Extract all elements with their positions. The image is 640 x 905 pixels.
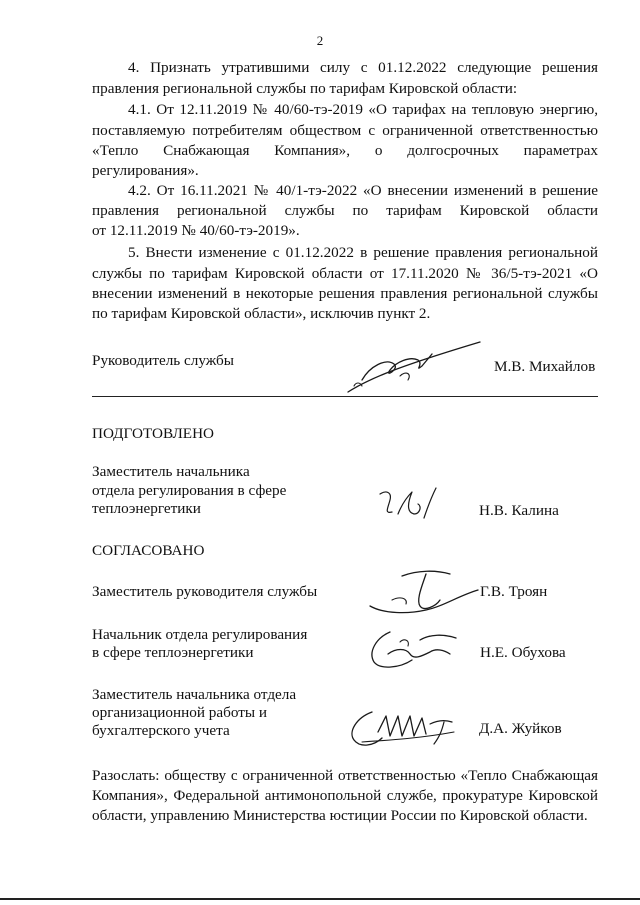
paragraph-4-2-line-1: 4.2. От 16.11.2021 № 40/1-тэ-2022 «О внесении изменений в решение [128, 182, 598, 199]
approver-3-signature [342, 702, 470, 752]
prepared-position-line-2: отдела регулирования в сфере [92, 482, 287, 499]
paragraph-4-2-line-3: от 12.11.2019 № 40/60-тэ-2019». [92, 222, 300, 239]
paragraph-4-line-2: правления региональной службы по тарифам Кировской области: [92, 80, 518, 97]
distribution-line-1: Разослать: обществу с ограниченной ответственностью «Тепло Снабжающая [92, 767, 598, 784]
approver-1-signature [362, 566, 484, 618]
separator-line [92, 396, 598, 397]
paragraph-4-1-line-4: регулирования». [92, 162, 199, 179]
approver-3-position-line-2: организационной работы и [92, 704, 267, 721]
approver-1-name: Г.В. Троян [480, 583, 548, 600]
paragraph-5-line-2: службы по тарифам Кировской области от 17.11.2020 № 36/5-тэ-2021 «О [92, 265, 598, 282]
page-number: 2 [316, 33, 324, 48]
paragraph-5-line-4: по тарифам Кировской области», исключив пункт 2. [92, 305, 431, 322]
prepared-signature [374, 484, 444, 526]
paragraph-4-2-line-2: правления региональной службы по тарифам Кировской области [92, 202, 598, 219]
page-bottom-edge [0, 898, 640, 900]
head-title: Руководитель службы [92, 352, 234, 369]
paragraph-5-line-3: внесении изменений в некоторые решения правления региональной службы [92, 285, 598, 302]
paragraph-5-line-1: 5. Внести изменение с 01.12.2022 в решение правления региональной [128, 244, 598, 261]
approver-3-name: Д.А. Жуйков [479, 720, 562, 737]
distribution-line-2: Компания», Федеральной антимонопольной службе, прокуратуре Кировской [92, 787, 598, 804]
paragraph-4-1-line-2: поставляемую потребителям обществом с ограниченной ответственностью [92, 122, 598, 139]
approver-2-position-line-1: Начальник отдела регулирования [92, 626, 308, 643]
approver-2-signature [360, 622, 474, 674]
head-signature [340, 336, 490, 398]
prepared-position-line-3: теплоэнергетики [92, 500, 201, 517]
paragraph-4-1-line-3: «Тепло Снабжающая Компания», о долгосрочных параметрах [92, 142, 598, 159]
prepared-position-line-1: Заместитель начальника [92, 463, 250, 480]
approved-heading: СОГЛАСОВАНО [92, 542, 205, 559]
approver-3-position-line-3: бухгалтерского учета [92, 722, 230, 739]
approver-3-position-line-1: Заместитель начальника отдела [92, 686, 297, 703]
head-name: М.В. Михайлов [494, 358, 596, 375]
approver-2-position-line-2: в сфере теплоэнергетики [92, 644, 254, 661]
approver-2-name: Н.Е. Обухова [480, 644, 566, 661]
prepared-name: Н.В. Калина [479, 502, 559, 519]
distribution-line-3: области, управлению Министерства юстиции России по Кировской области. [92, 807, 588, 824]
paragraph-4-1-line-1: 4.1. От 12.11.2019 № 40/60-тэ-2019 «О тарифах на тепловую энергию, [128, 101, 598, 118]
prepared-heading: ПОДГОТОВЛЕНО [92, 425, 215, 442]
paragraph-4-line-1: 4. Признать утратившими силу с 01.12.2022 следующие решения [128, 59, 598, 76]
approver-1-position: Заместитель руководителя службы [92, 583, 318, 600]
